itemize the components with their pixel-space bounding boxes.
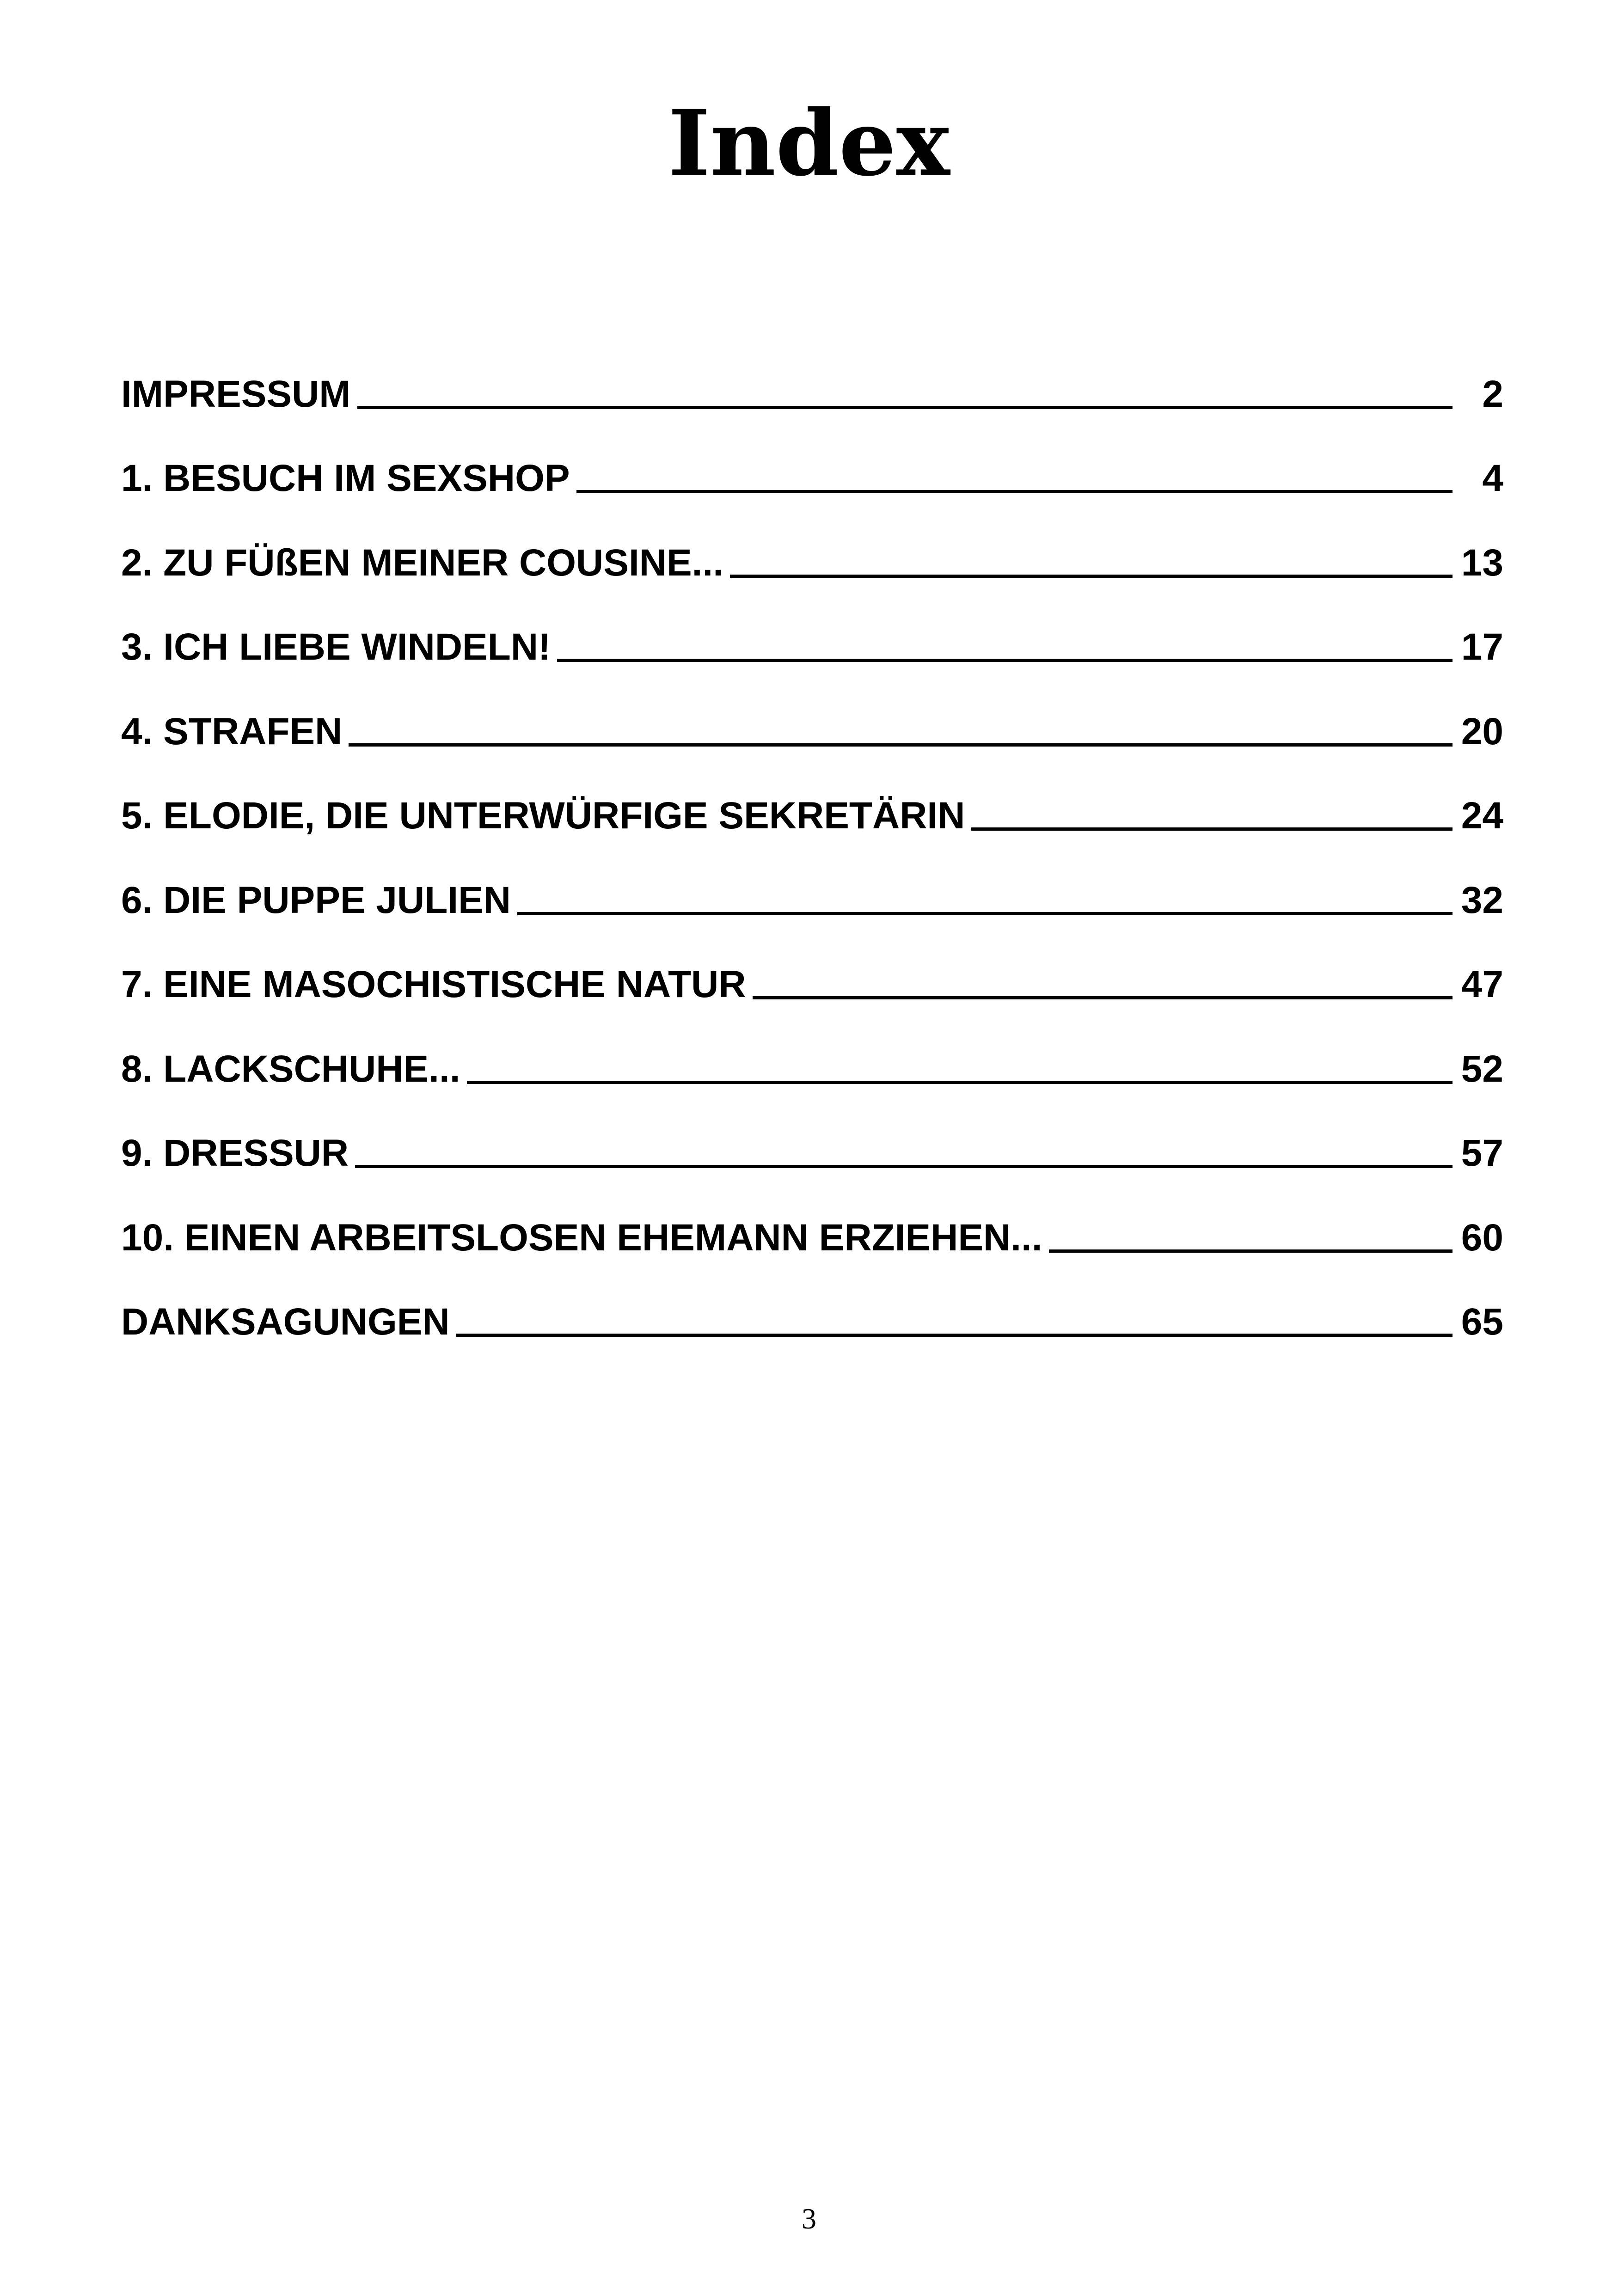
toc-entry-page: 32 [1461, 879, 1503, 921]
toc-leader-line [576, 490, 1453, 493]
toc-entry-title: 10. EINEN ARBEITSLOSEN EHEMANN ERZIEHEN... [121, 1216, 1042, 1259]
toc-leader-line [467, 1081, 1453, 1084]
toc-entry-title: 7. EINE MASOCHISTISCHE NATUR [121, 963, 746, 1005]
toc-leader-line [730, 575, 1453, 578]
toc-entry-title: 9. DRESSUR [121, 1132, 349, 1174]
toc-leader-line [357, 406, 1453, 409]
toc-entry-page: 52 [1461, 1047, 1503, 1090]
toc-leader-line [557, 659, 1453, 662]
toc-entry-page: 57 [1461, 1132, 1503, 1174]
toc-entry-page: 47 [1461, 963, 1503, 1005]
toc-entry-chapter-3[interactable] [121, 586, 1503, 671]
toc-entry-chapter-10[interactable] [121, 1176, 1503, 1261]
page-title: Index [668, 90, 950, 196]
toc-leader-line [517, 912, 1453, 915]
toc-entry-page: 4 [1482, 457, 1503, 499]
toc-entry-chapter-6[interactable] [121, 839, 1503, 924]
toc-entry-title: 2. ZU FÜßEN MEINER COUSINE... [121, 541, 723, 584]
toc-entry-page: 17 [1461, 626, 1503, 668]
toc-entry-title: 1. BESUCH IM SEXSHOP [121, 457, 570, 499]
toc-entry-chapter-2[interactable] [121, 502, 1503, 586]
toc-entry-title: 8. LACKSCHUHE... [121, 1047, 460, 1090]
toc-entry-page: 13 [1461, 541, 1503, 584]
toc-entry-chapter-7[interactable] [121, 924, 1503, 1008]
toc-entry-chapter-9[interactable] [121, 1092, 1503, 1177]
toc-entry-title: 3. ICH LIEBE WINDELN! [121, 626, 551, 668]
toc-entry-chapter-5[interactable] [121, 755, 1503, 839]
toc-leader-line [753, 996, 1453, 999]
toc-entry-danksagungen[interactable] [121, 1261, 1503, 1346]
toc-entry-page: 2 [1482, 373, 1503, 415]
toc-entry-page: 60 [1461, 1216, 1503, 1259]
toc-entry-impressum[interactable] [121, 333, 1503, 417]
toc-entry-chapter-1[interactable] [121, 417, 1503, 502]
toc-entry-title: DANKSAGUNGEN [121, 1301, 450, 1343]
toc-leader-line [1049, 1249, 1453, 1253]
toc-leader-line [355, 1165, 1453, 1168]
toc-leader-line [971, 827, 1453, 831]
page-number: 3 [802, 2202, 816, 2235]
table-of-contents [121, 333, 1503, 1345]
toc-entry-title: 4. STRAFEN [121, 710, 343, 753]
toc-leader-line [456, 1334, 1453, 1337]
toc-entry-title: 5. ELODIE, DIE UNTERWÜRFIGE SEKRETÄRIN [121, 795, 965, 837]
toc-entry-title: 6. DIE PUPPE JULIEN [121, 879, 511, 921]
toc-entry-page: 65 [1461, 1301, 1503, 1343]
toc-entry-title: IMPRESSUM [121, 373, 351, 415]
toc-entry-page: 24 [1461, 795, 1503, 837]
toc-leader-line [349, 743, 1453, 747]
toc-entry-page: 20 [1461, 710, 1503, 753]
toc-entry-chapter-4[interactable] [121, 670, 1503, 755]
toc-entry-chapter-8[interactable] [121, 1008, 1503, 1092]
